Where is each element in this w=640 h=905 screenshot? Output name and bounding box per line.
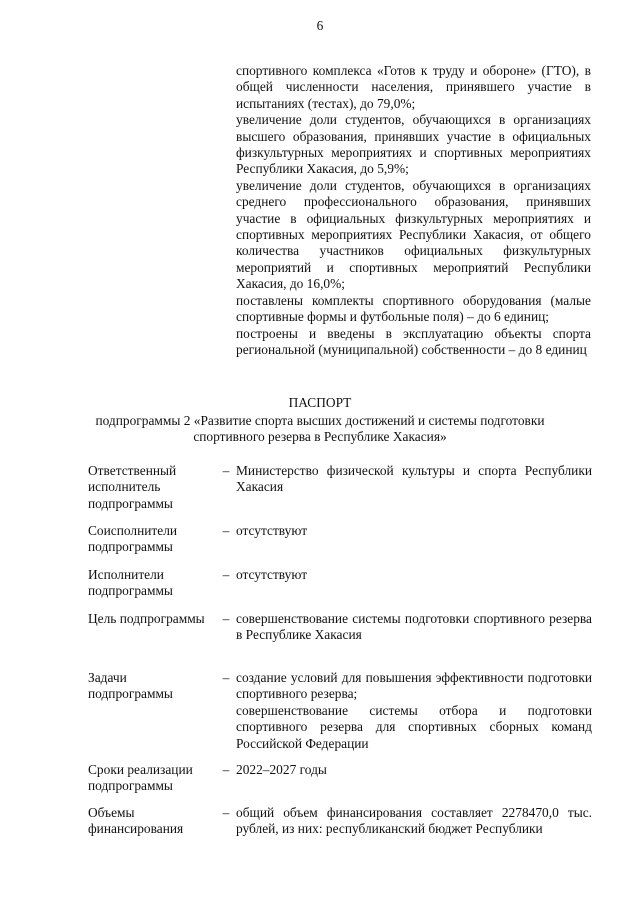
top-paragraph-4: поставлены комплекты спортивного оборудования (малые спортивные формы и футбольные поля) – до 6 единиц; [236, 292, 591, 325]
row-label: Объемы финансирования [88, 805, 184, 837]
row-value-text: совершенствование системы подготовки спортивного резерва в Республике Хакасия [236, 611, 592, 643]
top-paragraph-2: увеличение доли студентов, обучающихся в организациях высшего образования, принявших участие в официальных физкультурных мероприятиях и спортивных мероприятиях Республики Хакасия, до 5,9%; [236, 112, 591, 177]
row-label: Задачи подпрограммы [88, 670, 173, 702]
top-paragraph-5: построены и введены в эксплуатацию объекты спорта региональной (муниципальной) собственности – до 8 единиц [236, 325, 591, 357]
row-value-text: общий объем финансирования составляет 2278470,0 тыс. рублей, из них: республиканский бюджет Республики [236, 805, 592, 837]
row-dash: – [222, 567, 230, 582]
top-text-block [236, 63, 591, 358]
row-label: Ответственный исполнитель подпрограммы [88, 463, 177, 511]
row-value-text: совершенствование системы отбора и подготовки спортивного резерва для спортивных сборных команд Российской Федерации [236, 702, 592, 751]
top-paragraph-3: увеличение доли студентов, обучающихся в организациях среднего профессионального образования, принявших участие в официальных физкультурных мероприятиях и спортивных мероприятиях Республики Хакасия, от общего количества участников официальных физкультурных мероприятий и спортивных мероприятий Республики Хакасия, до 16,0%; [236, 177, 591, 292]
row-label: Исполнители подпрограммы [88, 567, 173, 599]
row-dash: – [222, 762, 230, 777]
passport-title: ПАСПОРТ [288, 395, 352, 410]
row-dash: – [222, 805, 230, 820]
page-number: 6 [316, 18, 324, 33]
row-value [236, 670, 592, 752]
row-value [236, 762, 592, 778]
passport-subtitle-line-2: спортивного резерва в Республике Хакасия» [193, 429, 447, 444]
row-value [236, 805, 592, 838]
passport-subtitle-line-1: подпрограммы 2 «Развитие спорта высших достижений и системы подготовки [95, 413, 545, 428]
row-value-text: отсутствуют [236, 567, 308, 582]
row-value [236, 463, 592, 496]
row-dash: – [222, 523, 230, 538]
row-value [236, 611, 592, 644]
row-label: Цель подпрограммы [88, 611, 205, 626]
row-value [236, 523, 592, 539]
row-dash: – [222, 670, 230, 685]
row-value-text: создание условий для повышения эффективности подготовки спортивного резерва; [236, 670, 592, 702]
row-label: Сроки реализации подпрограммы [88, 762, 193, 794]
top-paragraph-1: спортивного комплекса «Готов к труду и обороне» (ГТО), в общей численности населения, принявшего участие в испытаниях (тестах), до 79,0%; [236, 63, 591, 111]
row-value [236, 567, 592, 583]
row-value-text: Министерство физической культуры и спорта Республики Хакасия [236, 463, 592, 495]
row-label: Соисполнители подпрограммы [88, 523, 178, 555]
row-value-text: 2022–2027 годы [236, 762, 327, 777]
row-dash: – [222, 463, 230, 478]
row-value-text: отсутствуют [236, 523, 308, 538]
row-dash: – [222, 611, 230, 626]
